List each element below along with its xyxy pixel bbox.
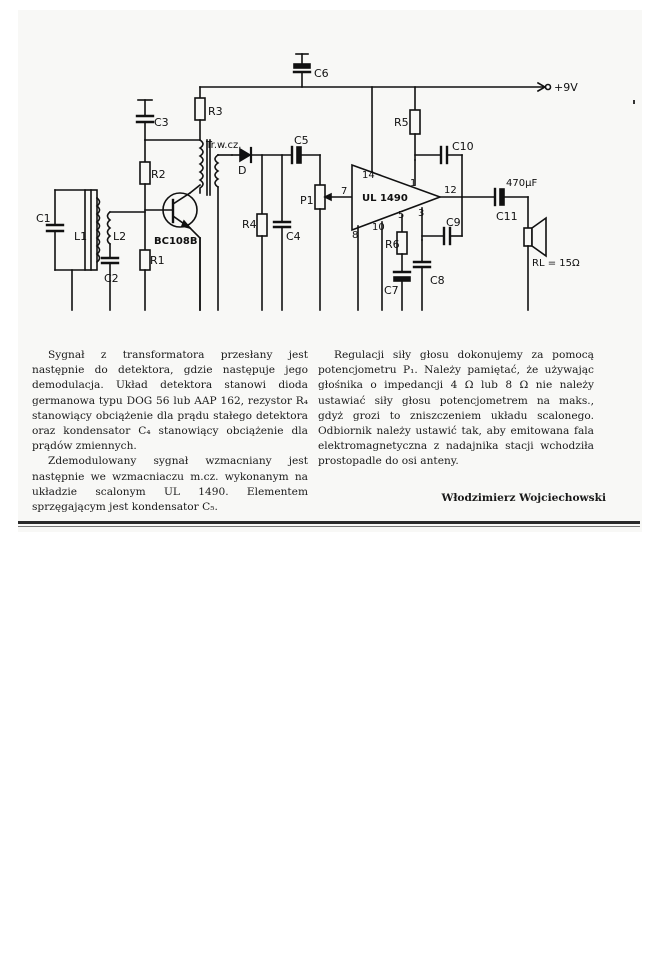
transformer-trwcz [200,140,232,310]
label-c470: 470µF [506,178,538,189]
resistor-r1 [140,250,150,310]
label-c1: C1 [36,212,51,225]
label-c6: C6 [314,67,329,80]
label-c2: C2 [104,272,119,285]
label-c7: C7 [384,284,399,297]
label-c8: C8 [430,274,445,287]
label-l2: L2 [113,230,127,243]
label-c9: C9 [446,216,461,229]
article-column-right [318,348,594,470]
label-rl: RL = 15Ω [532,258,580,269]
label-pin14: 14 [362,170,375,181]
label-pin8: 8 [352,230,359,241]
label-c10: C10 [452,140,474,153]
label-r2: R2 [151,168,166,181]
label-pin1: 1 [410,178,417,189]
transistor-bc108b [145,185,200,310]
capacitor-c1 [47,190,88,310]
paragraph: Sygnał z transformatora przesłany jest następnie do detektora, gdzie następuje jego demodulacja. Układ detektora stanowi dioda germanowa typu DOG 56 lub AAP 162, rezystor R₄ stanowiący obciążenie dla prądu stałego detektora oraz kondensator C₄ stanowiący obciążenie dla prądów zmiennych. [32,349,308,453]
label-ul1490: UL 1490 [362,193,408,204]
author-signature: Włodzimierz Wojciechowski [441,492,606,504]
label-c4: C4 [286,230,301,243]
label-c3: C3 [154,116,169,129]
capacitor-c5 [292,147,320,185]
resistor-r2 [140,140,150,250]
label-r5: R5 [394,116,409,129]
label-pin5: 5 [398,210,405,221]
paragraph: Regulacji siły głosu dokonujemy za pomocą potencjometru P₁. Należy pamiętać, że używając głośnika o impedancji 4 Ω lub 8 Ω nie należy ustawiać siły głosu potencjometrem na maks., gdyż grozi to zniszczeniem układu scalonego. Odbiornik należy ustawić tak, aby emitowana fala elektromagnetyczna z nadajnika stacji wchodziła prostopadle do osi anteny. [318,349,594,468]
label-d: D [238,164,247,177]
label-r4: R4 [242,218,257,231]
label-bc108b: BC108B [154,236,198,247]
resistor-r3 [145,87,205,140]
label-plus9v: +9V [554,81,578,94]
resistor-r5 [410,87,420,160]
label-r6: R6 [385,238,400,251]
label-trwcz: Tr.w.cz. [206,140,242,151]
resistor-r4 [257,155,267,310]
label-r1: R1 [150,254,165,267]
capacitor-c3 [137,100,153,140]
label-l1: L1 [74,230,88,243]
capacitor-c6 [294,54,310,87]
label-c11: C11 [496,210,518,223]
circuit-schematic [0,0,659,340]
label-pin12: 12 [444,185,457,196]
supply-rail [200,83,551,91]
capacitor-c8 [414,240,430,310]
label-pin10: 10 [372,222,385,233]
label-pin7: 7 [341,186,348,197]
divider-rule [18,521,640,524]
potentiometer-p1 [315,185,355,310]
paragraph: Zdemodulowany sygnał wzmacniany jest następnie we wzmacniaczu m.cz. wykonanym na układzie scalonym UL 1490. Elementem sprzęgającym jest kondensator C₅. [32,455,308,514]
scan-speck [633,100,635,104]
divider-rule-thin [18,526,640,527]
label-c5: C5 [294,134,309,147]
label-r3: R3 [208,105,223,118]
label-pin3: 3 [418,208,425,219]
label-p1: P1 [300,194,314,207]
article-column-left [32,348,308,515]
